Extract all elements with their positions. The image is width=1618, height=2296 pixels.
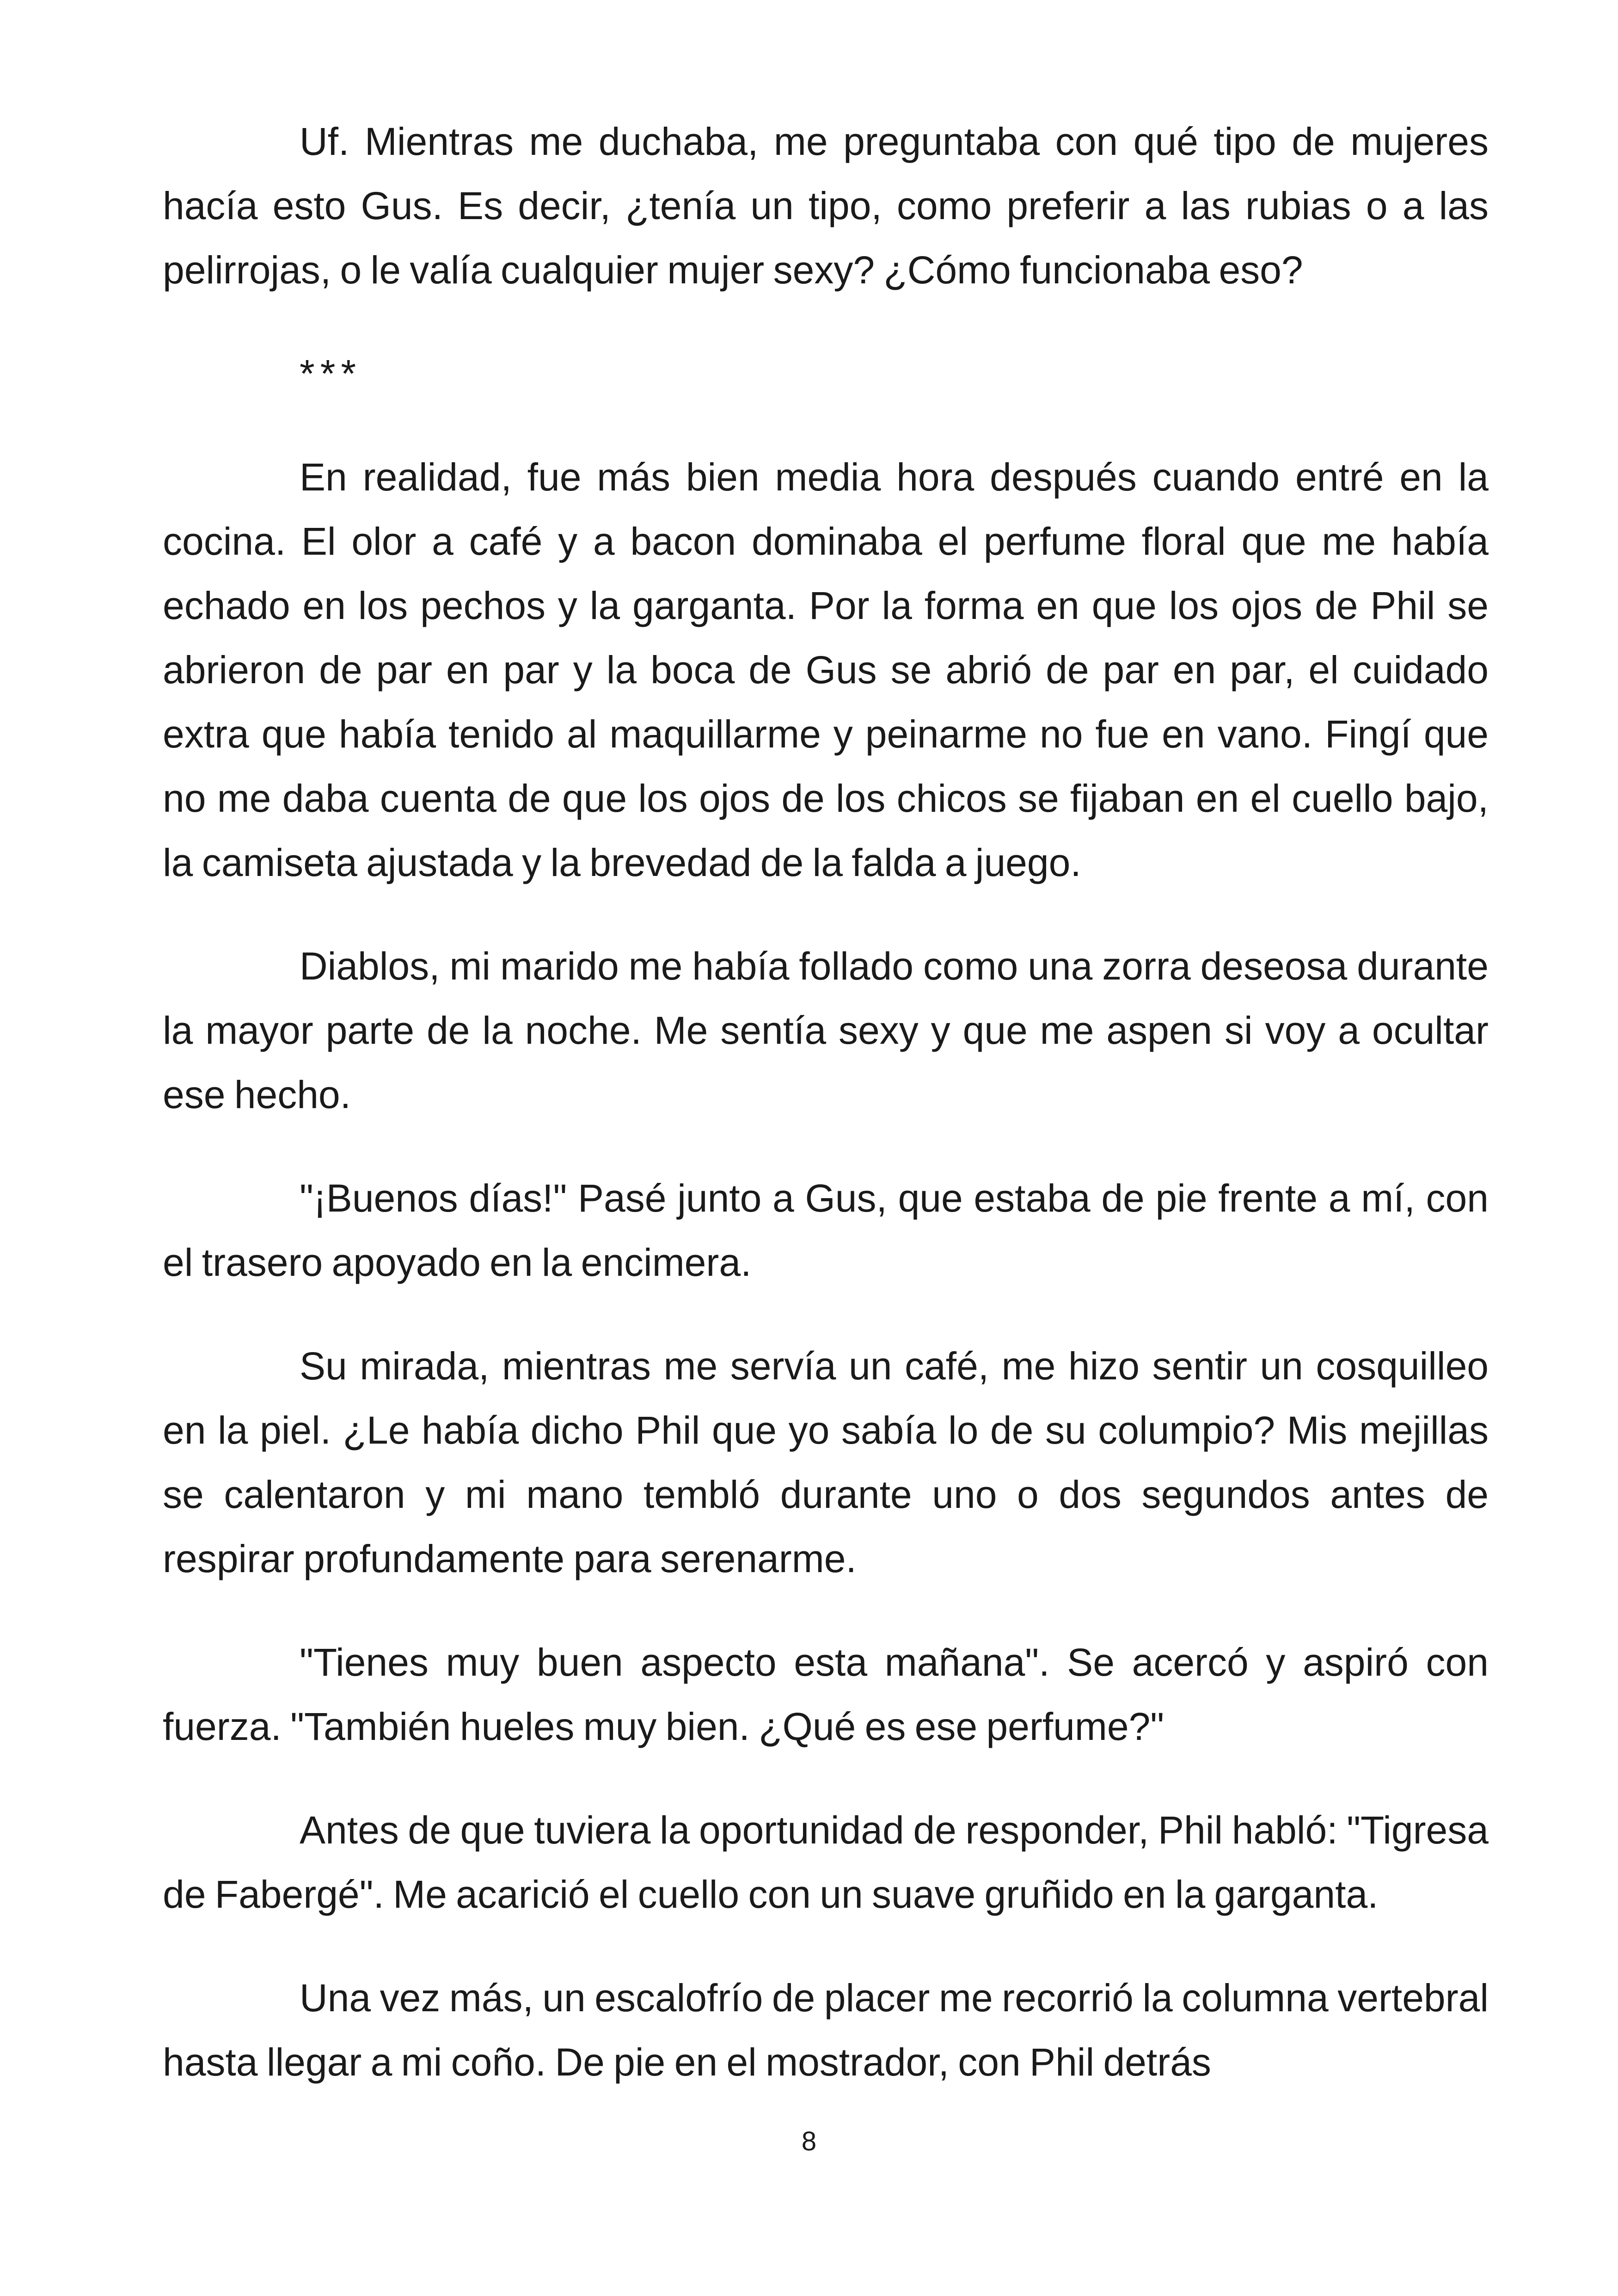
paragraph-8: Una vez más, un escalofrío de placer me recorrió la columna vertebral hasta llegar a mi coño. De pie en el mostrador, con Phil detrás [163,1976,1489,2084]
paragraph-4: "¡Buenos días!" Pasé junto a Gus, que estaba de pie frente a mí, con el trasero apoyado en la encimera. [163,1176,1489,1284]
paragraph-7: Antes de que tuviera la oportunidad de responder, Phil habló: "Tigresa de Fabergé". Me acarició el cuello con un suave gruñido en la garganta. [163,1808,1489,1916]
paragraph-2: En realidad, fue más bien media hora después cuando entré en la cocina. El olor a café y a bacon dominaba el perfume floral que me había echado en los pechos y la garganta. Por la forma en que los ojos de Phil se abrieron de par en par y la boca de Gus se abrió de par en par, el cuidado extra que había tenido al maquillarme y peinarme no fue en vano. Fingí que no me daba cuenta de que los ojos de los chicos se fijaban en el cuello bajo, la camiseta ajustada y la brevedad de la falda a juego. [163,455,1489,884]
scene-break: *** [300,352,362,395]
paragraph-6: "Tienes muy buen aspecto esta mañana". Se acercó y aspiró con fuerza. "También hueles muy bien. ¿Qué es ese perfume?" [163,1641,1489,1748]
paragraph-3: Diablos, mi marido me había follado como una zorra deseosa durante la mayor parte de la noche. Me sentía sexy y que me aspen si voy a ocultar ese hecho. [163,944,1489,1116]
paragraph-1: Uf. Mientras me duchaba, me preguntaba con qué tipo de mujeres hacía esto Gus. Es decir, ¿tenía un tipo, como preferir a las rubias o a las pelirrojas, o le valía cualquier mujer sexy? ¿Cómo funcionaba eso? [163,120,1489,292]
paragraph-5: Su mirada, mientras me servía un café, me hizo sentir un cosquilleo en la piel. ¿Le había dicho Phil que yo sabía lo de su columpio? Mis mejillas se calentaron y mi mano tembló durante uno o dos segundos antes de respirar profundamente para serenarme. [163,1344,1489,1580]
page-number: 8 [801,2126,817,2156]
page-body [163,110,1489,2094]
